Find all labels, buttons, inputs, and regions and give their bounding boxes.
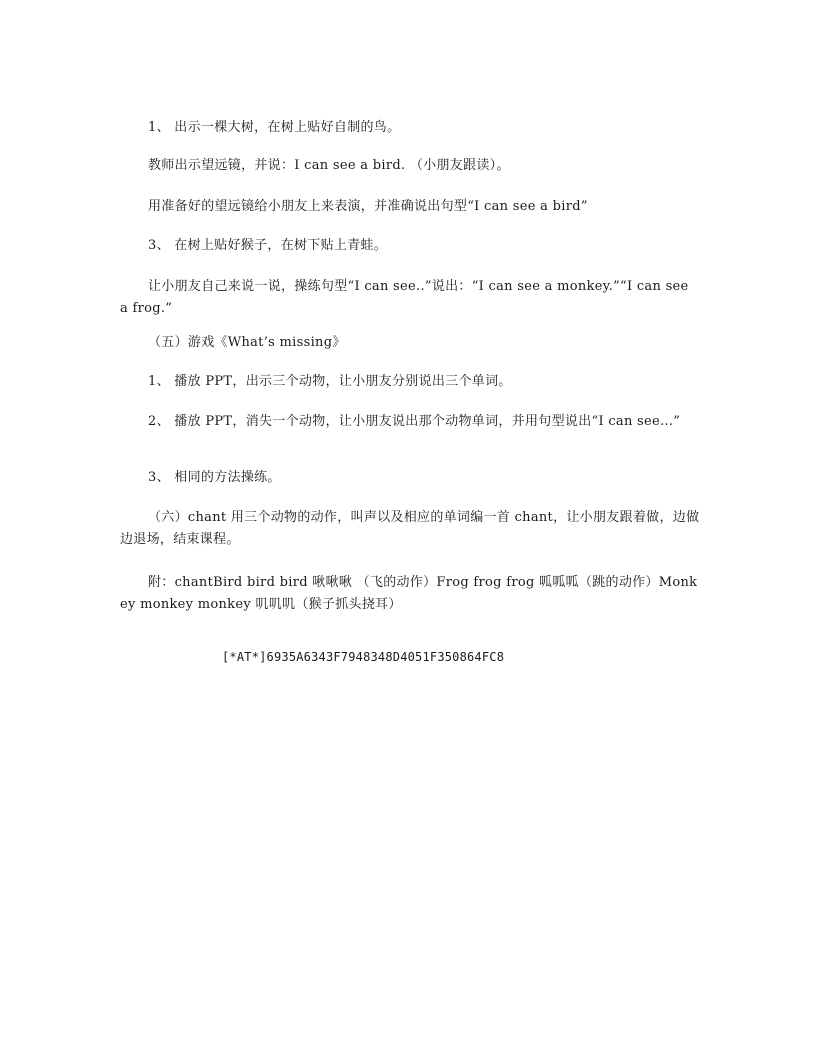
paragraph-1: 1、 出示一棵大树，在树上贴好自制的鸟。 bbox=[148, 120, 401, 135]
document-code: [*AT*]6935A6343F7948348D4051F350864FC8 bbox=[222, 650, 505, 664]
paragraph-4: 3、 在树上贴好猴子，在树下贴上青蛙。 bbox=[148, 238, 388, 253]
paragraph-3: 用准备好的望远镜给小朋友上来表演，并准确说出句型“I can see a bird” bbox=[148, 199, 588, 214]
paragraph-2: 教师出示望远镜，并说：I can see a bird. （小朋友跟读）。 bbox=[148, 158, 510, 173]
paragraph-8: 3、 相同的方法操练。 bbox=[148, 470, 281, 485]
section-heading-chant: （六）chant 用三个动物的动作，叫声以及相应的单词编一首 chant，让小朋友跟着做，边做边退场，结束课程。 bbox=[120, 510, 700, 547]
appendix-chant: 附：chantBird bird bird 啾啾啾 （飞的动作）Frog frog frog 呱呱呱（跳的动作）Monkey monkey monkey 叽叽叽（猴子抓头挠耳） bbox=[120, 575, 698, 612]
paragraph-6: 1、 播放 PPT，出示三个动物，让小朋友分别说出三个单词。 bbox=[148, 374, 512, 389]
paragraph-5: 让小朋友自己来说一说，操练句型“I can see..”说出：“I can see a monkey.”“I can see a frog.” bbox=[120, 279, 689, 316]
section-heading-game: （五）游戏《What’s missing》 bbox=[148, 335, 346, 350]
paragraph-7: 2、 播放 PPT，消失一个动物，让小朋友说出那个动物单词，并用句型说出“I can see…” bbox=[148, 414, 681, 429]
